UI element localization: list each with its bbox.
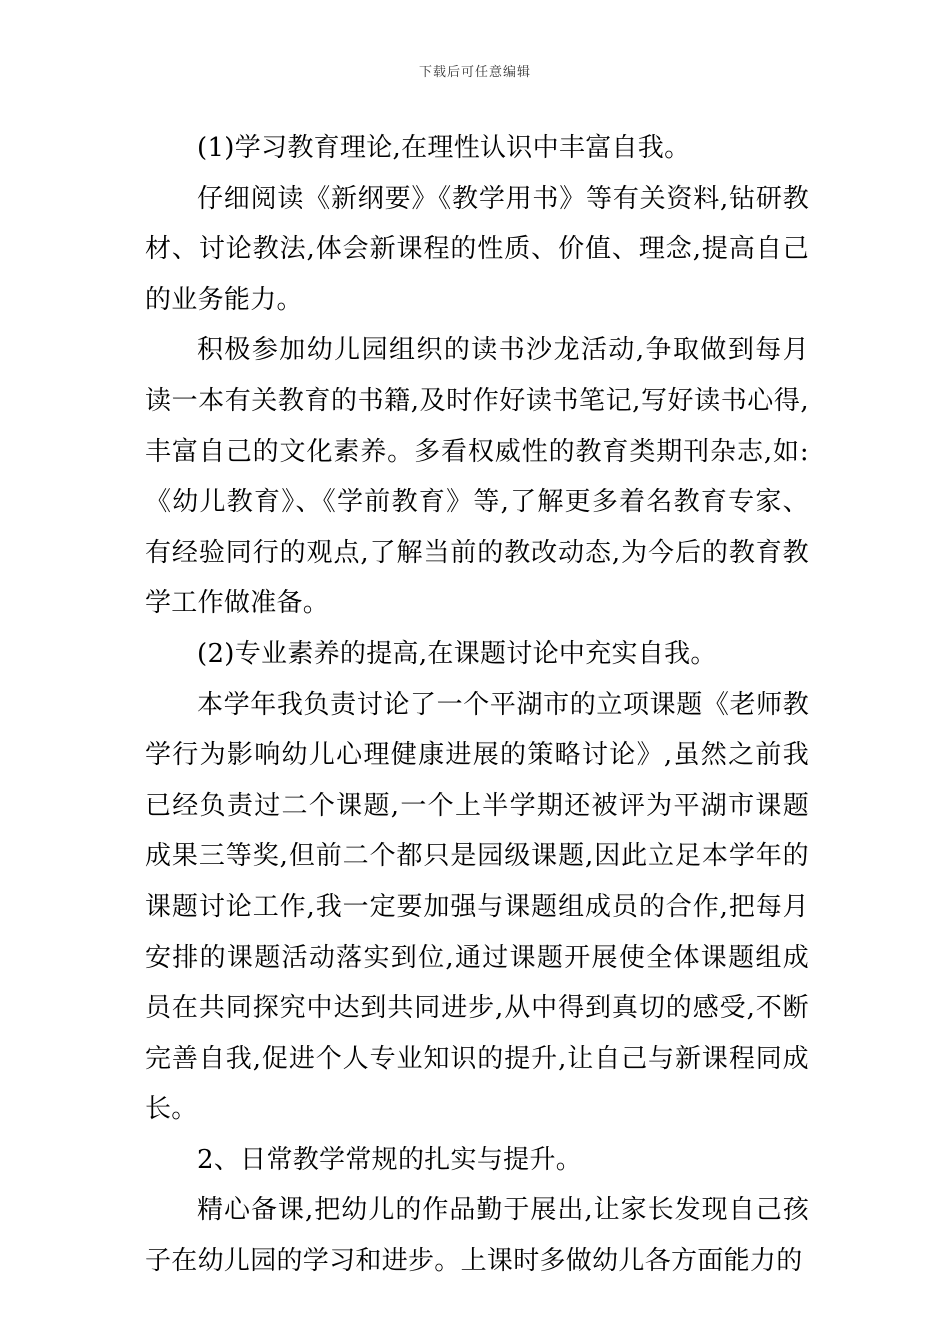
paragraph-routine-heading: 2、日常教学常规的扎实与提升。 — [197, 1144, 583, 1175]
page-header: 下载后可任意编辑 — [418, 65, 531, 80]
paragraph-professional-heading: (2)专业素养的提高,在课题讨论中充实自我。 — [197, 638, 717, 669]
paragraph-research-project: 本学年我负责讨论了一个平湖市的立项课题《老师教学行为影响幼儿心理健康进展的策略讨论》,虽然之前我已经负责过二个课题,一个上半学期还被评为平湖市课题成果三等奖,但前二个都只是园级课题,因此立足本学年的课题讨论工作,我一定要加强与课题组成员的合作,把每月安排的课题活动落实到位,通过课题开展使全体课题组成员在共同探究中达到共同进步,从中得到真切的感受,不断完善自我,促进个人专业知识的提升,让自己与新课程同成长。 — [145, 689, 809, 1125]
paragraph-theory-heading: (1)学习教育理论,在理性认识中丰富自我。 — [197, 133, 691, 163]
paragraph-reading-materials: 仔细阅读《新纲要》《教学用书》等有关资料,钻研教材、讨论教法,体会新课程的性质、价值、理念,提高自己的业务能力。 — [145, 183, 809, 315]
paragraph-lesson-prep: 精心备课,把幼儿的作品勤于展出,让家长发现自己孩子在幼儿园的学习和进步。上课时多做幼儿各方面能力的 — [145, 1195, 809, 1277]
paragraph-reading-salon: 积极参加幼儿园组织的读书沙龙活动,争取做到每月读一本有关教育的书籍,及时作好读书笔记,写好读书心得,丰富自己的文化素养。多看权威性的教育类期刊杂志,如:《幼儿教育》、《学前教育》等,了解更多着名教育专家、有经验同行的观点,了解当前的教改动态,为今后的教育教学工作做准备。 — [145, 335, 809, 619]
document-body — [145, 123, 809, 1287]
